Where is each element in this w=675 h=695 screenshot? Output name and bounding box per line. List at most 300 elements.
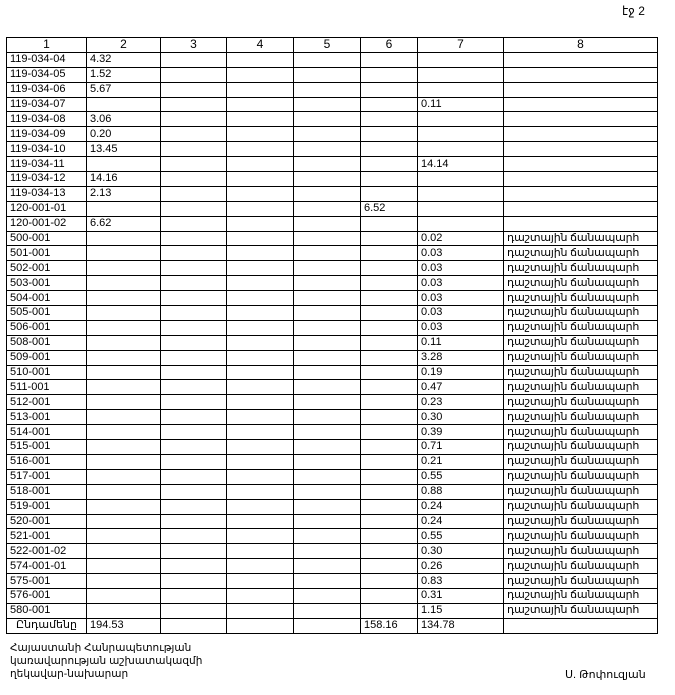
table-row (7, 440, 658, 455)
cell-col-2 (87, 261, 161, 276)
cell-col-6 (361, 380, 418, 395)
cell-col-1: 119-034-12 (7, 172, 87, 187)
cell-col-4 (227, 172, 294, 187)
cell-col-8: դաշտային ճանապարհ (504, 425, 658, 440)
table-row (7, 544, 658, 559)
cell-col-6 (361, 142, 418, 157)
cell-col-3 (161, 186, 227, 201)
table-row (7, 52, 658, 67)
cell-col-2 (87, 544, 161, 559)
table-row (7, 559, 658, 574)
table-row (7, 588, 658, 603)
cell-col-5 (294, 142, 361, 157)
cell-col-4 (227, 142, 294, 157)
cell-col-7: 0.02 (418, 231, 504, 246)
table-row (7, 454, 658, 469)
cell-col-4 (227, 410, 294, 425)
cell-col-1: 119-034-04 (7, 52, 87, 67)
cell-col-8: դաշտային ճանապարհ (504, 603, 658, 618)
cell-col-3 (161, 514, 227, 529)
cell-col-7: 0.88 (418, 484, 504, 499)
table-row (7, 231, 658, 246)
cell-col-5 (294, 559, 361, 574)
cell-col-4 (227, 484, 294, 499)
cell-col-3 (161, 201, 227, 216)
cell-col-6 (361, 216, 418, 231)
cell-col-3 (161, 127, 227, 142)
cell-col-4 (227, 380, 294, 395)
cell-col-3 (161, 112, 227, 127)
cell-col-4 (227, 320, 294, 335)
cell-col-5 (294, 186, 361, 201)
cell-col-3 (161, 365, 227, 380)
cell-col-7 (418, 142, 504, 157)
cell-col-2 (87, 97, 161, 112)
cell-col-1: 119-034-11 (7, 157, 87, 172)
cell-col-6: 6.52 (361, 201, 418, 216)
cell-col-5 (294, 514, 361, 529)
cell-col-7: 0.23 (418, 395, 504, 410)
table-row (7, 276, 658, 291)
cell-col-5 (294, 320, 361, 335)
cell-col-4 (227, 276, 294, 291)
signatory-line-3: ղեկավար-նախարար (10, 668, 129, 680)
cell-col-1: 509-001 (7, 350, 87, 365)
cell-col-5 (294, 112, 361, 127)
table-row (7, 246, 658, 261)
cell-col-5 (294, 484, 361, 499)
cell-col-7: 0.71 (418, 440, 504, 455)
cell-col-4 (227, 440, 294, 455)
cell-col-4 (227, 112, 294, 127)
cell-col-2 (87, 201, 161, 216)
cell-col-4 (227, 603, 294, 618)
cell-col-7: 0.21 (418, 454, 504, 469)
total-col-6: 158.16 (361, 618, 418, 633)
cell-col-5 (294, 157, 361, 172)
table-row (7, 395, 658, 410)
cell-col-6 (361, 127, 418, 142)
cell-col-1: 580-001 (7, 603, 87, 618)
cell-col-6 (361, 410, 418, 425)
cell-col-8: դաշտային ճանապարհ (504, 365, 658, 380)
cell-col-4 (227, 529, 294, 544)
cell-col-3 (161, 67, 227, 82)
cell-col-2: 3.06 (87, 112, 161, 127)
col-header-3: 3 (161, 38, 227, 53)
cell-col-8 (504, 112, 658, 127)
cell-col-8: դաշտային ճանապարհ (504, 276, 658, 291)
cell-col-3 (161, 216, 227, 231)
cell-col-2 (87, 410, 161, 425)
cell-col-5 (294, 306, 361, 321)
cell-col-7: 0.19 (418, 365, 504, 380)
cell-col-5 (294, 350, 361, 365)
table-row (7, 425, 658, 440)
cell-col-8: դաշտային ճանապարհ (504, 335, 658, 350)
cell-col-4 (227, 469, 294, 484)
cell-col-1: 520-001 (7, 514, 87, 529)
cell-col-6 (361, 544, 418, 559)
table-row (7, 82, 658, 97)
cell-col-8 (504, 201, 658, 216)
cell-col-6 (361, 291, 418, 306)
cell-col-6 (361, 52, 418, 67)
cell-col-4 (227, 499, 294, 514)
cell-col-3 (161, 529, 227, 544)
cell-col-5 (294, 469, 361, 484)
cell-col-8: դաշտային ճանապարհ (504, 454, 658, 469)
cell-col-6 (361, 186, 418, 201)
cell-col-3 (161, 157, 227, 172)
cell-col-2 (87, 529, 161, 544)
cell-col-3 (161, 499, 227, 514)
cell-col-3 (161, 350, 227, 365)
cell-col-6 (361, 469, 418, 484)
cell-col-8: դաշտային ճանապարհ (504, 514, 658, 529)
cell-col-4 (227, 454, 294, 469)
cell-col-4 (227, 261, 294, 276)
cell-col-3 (161, 320, 227, 335)
col-header-1: 1 (7, 38, 87, 53)
cell-col-8: դաշտային ճանապարհ (504, 306, 658, 321)
cell-col-8: դաշտային ճանապարհ (504, 350, 658, 365)
cell-col-8: դաշտային ճանապարհ (504, 469, 658, 484)
table-row (7, 499, 658, 514)
cell-col-8: դաշտային ճանապարհ (504, 544, 658, 559)
cell-col-3 (161, 142, 227, 157)
cell-col-5 (294, 410, 361, 425)
cell-col-1: 508-001 (7, 335, 87, 350)
cell-col-3 (161, 261, 227, 276)
cell-col-2: 1.52 (87, 67, 161, 82)
cell-col-2: 14.16 (87, 172, 161, 187)
cell-col-1: 505-001 (7, 306, 87, 321)
cell-col-1: 576-001 (7, 588, 87, 603)
cell-col-3 (161, 52, 227, 67)
cell-col-8: դաշտային ճանապարհ (504, 574, 658, 589)
cell-col-1: 119-034-07 (7, 97, 87, 112)
cell-col-8 (504, 186, 658, 201)
table-row (7, 529, 658, 544)
cell-col-2 (87, 335, 161, 350)
cell-col-2 (87, 499, 161, 514)
cell-col-7 (418, 52, 504, 67)
cell-col-2 (87, 306, 161, 321)
cell-col-1: 119-034-10 (7, 142, 87, 157)
table-row (7, 97, 658, 112)
cell-col-1: 119-034-13 (7, 186, 87, 201)
cell-col-8 (504, 127, 658, 142)
table-row (7, 335, 658, 350)
cell-col-8: դաշտային ճանապարհ (504, 410, 658, 425)
cell-col-7 (418, 82, 504, 97)
cell-col-5 (294, 276, 361, 291)
table-row (7, 514, 658, 529)
cell-col-5 (294, 261, 361, 276)
cell-col-2 (87, 380, 161, 395)
cell-col-1: 503-001 (7, 276, 87, 291)
col-header-4: 4 (227, 38, 294, 53)
cell-col-4 (227, 157, 294, 172)
cell-col-4 (227, 574, 294, 589)
cell-col-3 (161, 97, 227, 112)
cell-col-2 (87, 395, 161, 410)
cell-col-2 (87, 276, 161, 291)
cell-col-6 (361, 320, 418, 335)
table-row (7, 157, 658, 172)
cell-col-6 (361, 97, 418, 112)
table-row (7, 186, 658, 201)
cell-col-5 (294, 499, 361, 514)
col-header-5: 5 (294, 38, 361, 53)
cell-col-5 (294, 172, 361, 187)
cell-col-7: 0.24 (418, 499, 504, 514)
cell-col-4 (227, 97, 294, 112)
cell-col-3 (161, 246, 227, 261)
cell-col-6 (361, 425, 418, 440)
cell-col-1: 510-001 (7, 365, 87, 380)
cell-col-4 (227, 127, 294, 142)
cell-col-2 (87, 440, 161, 455)
cell-col-7 (418, 186, 504, 201)
cell-col-6 (361, 157, 418, 172)
cell-col-7: 0.30 (418, 544, 504, 559)
cell-col-1: 119-034-06 (7, 82, 87, 97)
total-row (7, 618, 658, 633)
cell-col-1: 521-001 (7, 529, 87, 544)
cell-col-6 (361, 112, 418, 127)
cell-col-1: 517-001 (7, 469, 87, 484)
cell-col-1: 119-034-09 (7, 127, 87, 142)
cell-col-4 (227, 425, 294, 440)
col-header-8: 8 (504, 38, 658, 53)
cell-col-5 (294, 544, 361, 559)
cell-col-5 (294, 454, 361, 469)
cell-col-6 (361, 484, 418, 499)
cell-col-4 (227, 186, 294, 201)
cell-col-2 (87, 231, 161, 246)
cell-col-2: 2.13 (87, 186, 161, 201)
cell-col-2 (87, 350, 161, 365)
cell-col-2 (87, 246, 161, 261)
cell-col-5 (294, 425, 361, 440)
cell-col-7: 0.26 (418, 559, 504, 574)
cell-col-5 (294, 603, 361, 618)
table-row (7, 127, 658, 142)
cell-col-4 (227, 365, 294, 380)
cell-col-5 (294, 97, 361, 112)
cell-col-4 (227, 82, 294, 97)
cell-col-4 (227, 291, 294, 306)
cell-col-2 (87, 484, 161, 499)
cell-col-2: 5.67 (87, 82, 161, 97)
cell-col-8 (504, 97, 658, 112)
cell-col-6 (361, 574, 418, 589)
cell-col-4 (227, 559, 294, 574)
cell-col-1: 575-001 (7, 574, 87, 589)
cell-col-7 (418, 201, 504, 216)
cell-col-7: 0.03 (418, 261, 504, 276)
cell-col-1: 515-001 (7, 440, 87, 455)
table-row (7, 67, 658, 82)
cell-col-6 (361, 306, 418, 321)
cell-col-2 (87, 291, 161, 306)
table-row (7, 306, 658, 321)
cell-col-7: 0.47 (418, 380, 504, 395)
cell-col-7: 0.30 (418, 410, 504, 425)
cell-col-7: 14.14 (418, 157, 504, 172)
cell-col-7: 0.39 (418, 425, 504, 440)
cell-col-4 (227, 67, 294, 82)
cell-col-8: դաշտային ճանապարհ (504, 395, 658, 410)
cell-col-6 (361, 454, 418, 469)
cell-col-3 (161, 603, 227, 618)
cell-col-7: 0.24 (418, 514, 504, 529)
cell-col-8: դաշտային ճանապարհ (504, 588, 658, 603)
cell-col-7: 0.03 (418, 246, 504, 261)
signatory-name: Ս. Թոփուզյան (565, 669, 646, 681)
cell-col-2 (87, 588, 161, 603)
cell-col-1: 516-001 (7, 454, 87, 469)
cell-col-3 (161, 291, 227, 306)
cell-col-7: 0.03 (418, 291, 504, 306)
cell-col-1: 504-001 (7, 291, 87, 306)
cell-col-6 (361, 588, 418, 603)
cell-col-6 (361, 499, 418, 514)
table-row (7, 603, 658, 618)
cell-col-5 (294, 82, 361, 97)
cell-col-5 (294, 380, 361, 395)
cell-col-4 (227, 52, 294, 67)
cell-col-1: 501-001 (7, 246, 87, 261)
cell-col-8 (504, 172, 658, 187)
cell-col-5 (294, 588, 361, 603)
cell-col-7 (418, 216, 504, 231)
signatory-title (10, 642, 202, 681)
cell-col-2 (87, 157, 161, 172)
cell-col-8: դաշտային ճանապարհ (504, 261, 658, 276)
cell-col-1: 506-001 (7, 320, 87, 335)
cell-col-2 (87, 603, 161, 618)
cell-col-5 (294, 67, 361, 82)
cell-col-4 (227, 588, 294, 603)
cell-col-5 (294, 335, 361, 350)
cell-col-3 (161, 172, 227, 187)
cell-col-6 (361, 395, 418, 410)
cell-col-6 (361, 365, 418, 380)
cell-col-3 (161, 425, 227, 440)
cell-col-6 (361, 261, 418, 276)
cell-col-8 (504, 67, 658, 82)
cell-col-6 (361, 231, 418, 246)
signatory-line-1: Հայաստանի Հանրապետության (10, 642, 192, 654)
cell-col-3 (161, 306, 227, 321)
cell-col-7: 0.11 (418, 335, 504, 350)
cell-col-7: 0.11 (418, 97, 504, 112)
cell-col-5 (294, 395, 361, 410)
table-row (7, 201, 658, 216)
cell-col-5 (294, 246, 361, 261)
cell-col-8: դաշտային ճանապարհ (504, 231, 658, 246)
col-header-6: 6 (361, 38, 418, 53)
cell-col-2: 6.62 (87, 216, 161, 231)
cell-col-2 (87, 469, 161, 484)
cell-col-4 (227, 246, 294, 261)
cell-col-6 (361, 440, 418, 455)
cell-col-3 (161, 395, 227, 410)
cell-col-5 (294, 574, 361, 589)
cell-col-2 (87, 514, 161, 529)
cell-col-1: 119-034-05 (7, 67, 87, 82)
cell-col-5 (294, 201, 361, 216)
cell-col-7: 1.15 (418, 603, 504, 618)
cell-col-3 (161, 484, 227, 499)
cell-col-8: դաշտային ճանապարհ (504, 380, 658, 395)
cell-col-4 (227, 201, 294, 216)
cell-col-8 (504, 82, 658, 97)
cell-col-5 (294, 52, 361, 67)
cell-col-7: 0.83 (418, 574, 504, 589)
cell-col-1: 500-001 (7, 231, 87, 246)
table-row (7, 172, 658, 187)
cell-col-8: դաշտային ճանապարհ (504, 440, 658, 455)
signatory-line-2: կառավարության աշխատակազմի (10, 655, 203, 667)
cell-col-5 (294, 127, 361, 142)
table-row (7, 380, 658, 395)
cell-col-7 (418, 112, 504, 127)
cell-col-8: դաշտային ճանապարհ (504, 291, 658, 306)
cell-col-1: 120-001-01 (7, 201, 87, 216)
cell-col-1: 513-001 (7, 410, 87, 425)
cell-col-8: դաշտային ճանապարհ (504, 529, 658, 544)
table-row (7, 320, 658, 335)
cell-col-8: դաշտային ճանապարհ (504, 499, 658, 514)
cell-col-8 (504, 157, 658, 172)
cell-col-6 (361, 559, 418, 574)
cell-col-3 (161, 335, 227, 350)
cell-col-7: 0.55 (418, 469, 504, 484)
table-row (7, 291, 658, 306)
cell-col-1: 574-001-01 (7, 559, 87, 574)
cell-col-3 (161, 559, 227, 574)
cell-col-6 (361, 67, 418, 82)
table-row (7, 261, 658, 276)
cell-col-5 (294, 365, 361, 380)
cell-col-4 (227, 350, 294, 365)
cell-col-5 (294, 231, 361, 246)
table-row (7, 410, 658, 425)
cell-col-4 (227, 216, 294, 231)
table-row (7, 574, 658, 589)
cell-col-1: 514-001 (7, 425, 87, 440)
cell-col-5 (294, 216, 361, 231)
cell-col-3 (161, 231, 227, 246)
cell-col-2 (87, 320, 161, 335)
cell-col-7: 0.03 (418, 276, 504, 291)
cell-col-7 (418, 67, 504, 82)
cell-col-1: 502-001 (7, 261, 87, 276)
cell-col-5 (294, 529, 361, 544)
page-number: էջ 2 (622, 4, 645, 18)
cell-col-7 (418, 172, 504, 187)
cell-col-1: 512-001 (7, 395, 87, 410)
cell-col-8: դաշտային ճանապարհ (504, 246, 658, 261)
col-header-2: 2 (87, 38, 161, 53)
cell-col-2 (87, 365, 161, 380)
col-header-7: 7 (418, 38, 504, 53)
cell-col-1: 519-001 (7, 499, 87, 514)
